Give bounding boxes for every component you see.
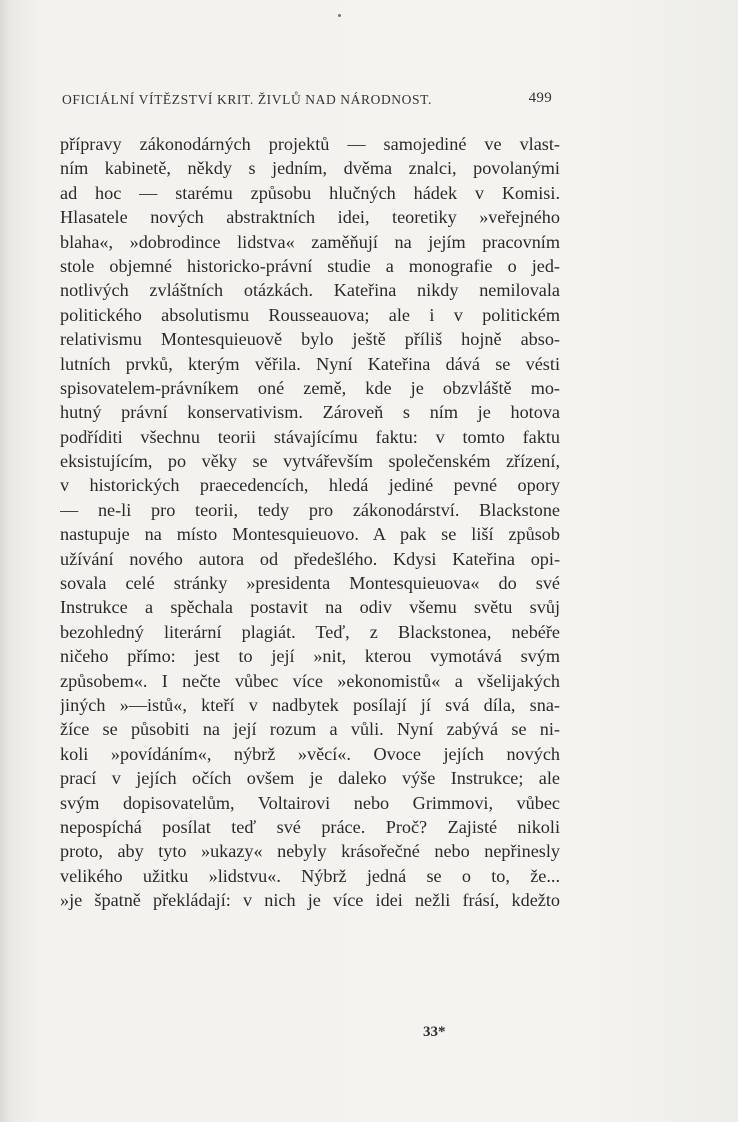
text-line: spisovatelem-právníkem oné země, kde je obzvláště mo- [60, 377, 560, 398]
text-line: svým dopisovatelům, Voltairovi nebo Grimmovi, vůbec [60, 792, 560, 813]
text-line: bezohledný literární plagiát. Teď, z Blackstonea, nebéře [60, 621, 560, 642]
text-line: proto, aby tyto »ukazy« nebyly krásořečné nebo nepřinesly [60, 841, 560, 862]
text-line: »je špatně překládají: v nich je více idei nežli frásí, kdežto [60, 890, 560, 911]
page-number: 499 [528, 90, 552, 106]
text-line: ničeho přímo: jest to její »nit, kterou vymotává svým [60, 646, 560, 667]
text-line: prací v jejích očích ovšem je daleko výše Instrukce; ale [60, 768, 560, 789]
text-line: způsobem«. I nečte vůbec více »ekonomistů« a všelijakých [60, 670, 560, 691]
text-line: notlivých zvláštních otázkách. Kateřina nikdy nemilovala [60, 280, 560, 301]
body-text [60, 132, 560, 913]
ink-speck [338, 14, 341, 17]
text-line: politického absolutismu Rousseauova; ale i v politickém [60, 304, 560, 325]
text-line: eksistujícím, po věky se vytvářevším společenském zřízení, [60, 451, 560, 472]
text-line: koli »povídáním«, nýbrž »věcí«. Ovoce jejích nových [60, 743, 560, 764]
text-line: velikého užitku »lidstvu«. Nýbrž jedná se o to, že... [60, 865, 560, 886]
text-line: relativismu Montesquieuově bylo ještě příliš hojně abso- [60, 329, 560, 350]
text-line: lutních prvků, kterým věřila. Nyní Kateřina dává se vésti [60, 353, 560, 374]
spine-shadow [0, 0, 14, 1122]
text-line: v historických praecedencích, hledá jediné pevné opory [60, 475, 560, 496]
running-head: OFICIÁLNÍ VÍTĚZSTVÍ KRIT. ŽIVLŮ NAD NÁRODNOST. [62, 92, 432, 107]
text-line: — ne-li pro teorii, tedy pro zákonodárství. Blackstone [60, 499, 560, 520]
text-line: užívání nového autora od předešlého. Kdysi Kateřina opi- [60, 548, 560, 569]
text-line: nastupuje na místo Montesquieuovo. A pak se liší způsob [60, 524, 560, 545]
text-line: Instrukce a spěchala postavit na odiv všemu světu svůj [60, 597, 560, 618]
text-line: jiných »—istů«, kteří v nadbytek posílají jí svá díla, sna- [60, 694, 560, 715]
text-line: blaha«, »dobrodince lidstva« zaměňují na jejím pracovním [60, 231, 560, 252]
text-line: sovala celé stránky »presidenta Montesquieuova« do své [60, 573, 560, 594]
text-line: ad hoc — starému způsobu hlučných hádek v Komisi. [60, 182, 560, 203]
text-line: žíce se působiti na její rozum a vůli. Nyní zabývá se ni- [60, 719, 560, 740]
text-line: stole objemné historicko-právní studie a monografie o jed- [60, 255, 560, 276]
signature-mark: 33* [423, 1024, 446, 1040]
text-line: nepospíchá posílat teď své práce. Proč? Zajisté nikoli [60, 816, 560, 837]
page-header [62, 90, 552, 112]
text-line: podříditi všechnu teorii stávajícímu faktu: v tomto faktu [60, 426, 560, 447]
text-line: přípravy zákonodárných projektů — samojediné ve vlast- [60, 134, 560, 154]
text-line: hutný právní konservativism. Zároveň s ním je hotova [60, 402, 560, 423]
text-line: ním kabinetě, někdy s jedním, dvěma znalci, povolanými [60, 158, 560, 179]
text-line: Hlasatele nových abstraktních idei, teoretiky »veřejného [60, 207, 560, 228]
